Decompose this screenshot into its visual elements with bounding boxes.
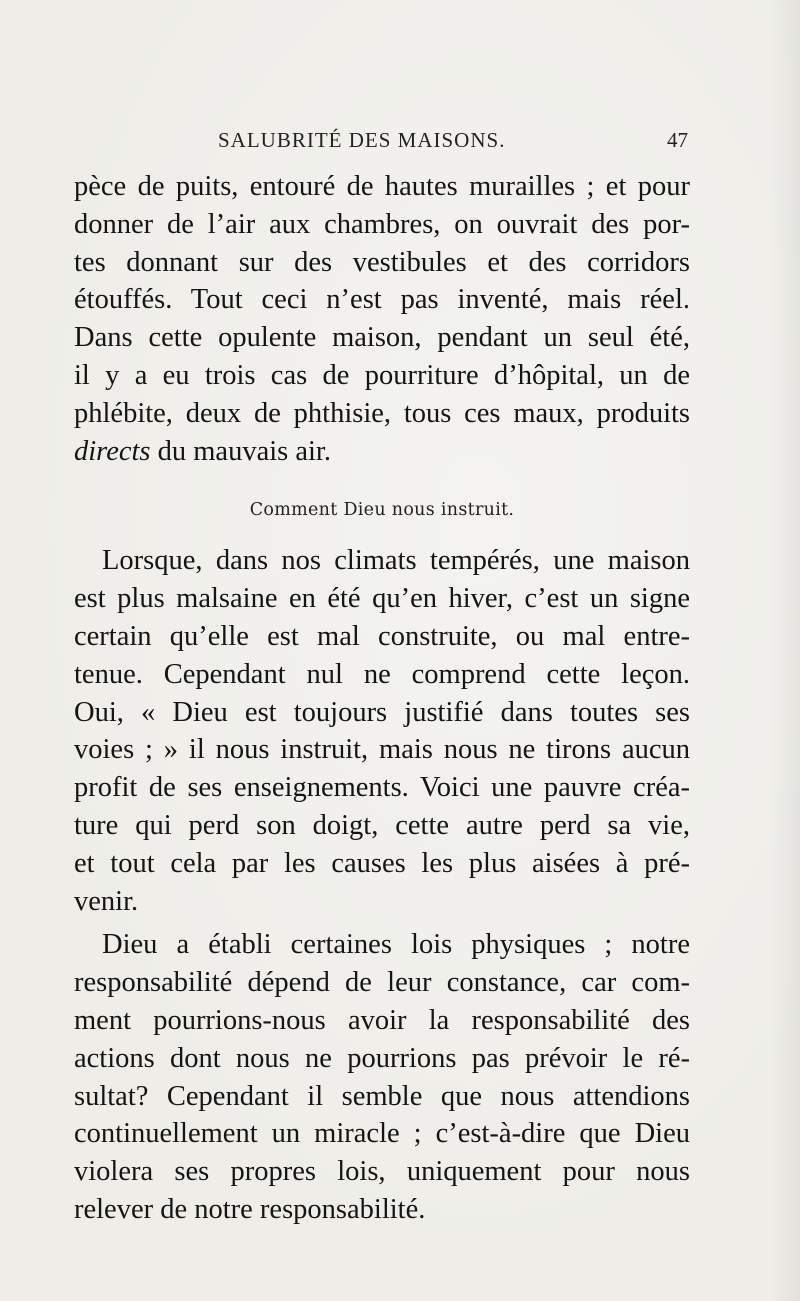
text-line: et tout cela par les causes les plus aisées à pré- bbox=[74, 847, 690, 879]
text-line: relever de notre responsabilité. bbox=[74, 1193, 426, 1225]
text-line: tes donnant sur des vestibules et des corridors bbox=[74, 246, 690, 278]
paragraph-3 bbox=[74, 926, 690, 1228]
text-line: Dieu a établi certaines lois physiques ; notre bbox=[102, 929, 690, 961]
page-edge-shadow bbox=[770, 0, 800, 1301]
text-line: profit de ses enseignements. Voici une pauvre créa- bbox=[74, 772, 690, 804]
running-head bbox=[0, 128, 800, 158]
text-line: est plus malsaine en été qu’en hiver, c’est un signe bbox=[74, 583, 690, 615]
text-line: voies ; » il nous instruit, mais nous ne tirons aucun bbox=[74, 734, 690, 766]
text-line: phlébite, deux de phthisie, tous ces maux, produits bbox=[74, 397, 690, 429]
text-line: violera ses propres lois, uniquement pour nous bbox=[74, 1156, 690, 1188]
page-number: 47 bbox=[667, 128, 688, 152]
text-line bbox=[74, 433, 690, 471]
paragraph-2 bbox=[74, 542, 690, 920]
text-line: certain qu’elle est mal construite, ou mal entre- bbox=[74, 620, 690, 652]
text-line: Oui, « Dieu est toujours justifié dans toutes ses bbox=[74, 696, 690, 728]
section-subheading: Comment Dieu nous instruit. bbox=[249, 500, 515, 521]
text-line: ment pourrions-nous avoir la responsabilité des bbox=[74, 1004, 690, 1036]
text-line: pèce de puits, entouré de hautes murailles ; et pour bbox=[74, 171, 690, 202]
text-line: sultat? Cependant il semble que nous attendions bbox=[74, 1080, 690, 1112]
text-line: responsabilité dépend de leur constance, car com- bbox=[74, 967, 690, 999]
text-line: actions dont nous ne pourrions pas prévoir le ré- bbox=[74, 1042, 690, 1074]
text-line: Lorsque, dans nos climats tempérés, une maison bbox=[102, 545, 690, 577]
text-fragment: du mauvais air. bbox=[150, 435, 331, 467]
text-line: tenue. Cependant nul ne comprend cette leçon. bbox=[74, 658, 690, 690]
text-line: étouffés. Tout ceci n’est pas inventé, mais réel. bbox=[74, 284, 690, 316]
body-text bbox=[74, 168, 690, 1229]
text-line: continuellement un miracle ; c’est-à-dire que Dieu bbox=[74, 1118, 690, 1150]
italic-word: directs bbox=[74, 435, 151, 467]
text-line: il y a eu trois cas de pourriture d’hôpital, un de bbox=[74, 359, 690, 391]
text-line: donner de l’air aux chambres, on ouvrait des por- bbox=[74, 208, 690, 240]
text-line: Dans cette opulente maison, pendant un seul été, bbox=[74, 322, 690, 354]
running-title: SALUBRITÉ DES MAISONS. bbox=[218, 128, 506, 152]
paragraph-1 bbox=[74, 168, 690, 470]
text-line: ture qui perd son doigt, cette autre perd sa vie, bbox=[74, 809, 690, 841]
text-line: venir. bbox=[74, 885, 139, 917]
